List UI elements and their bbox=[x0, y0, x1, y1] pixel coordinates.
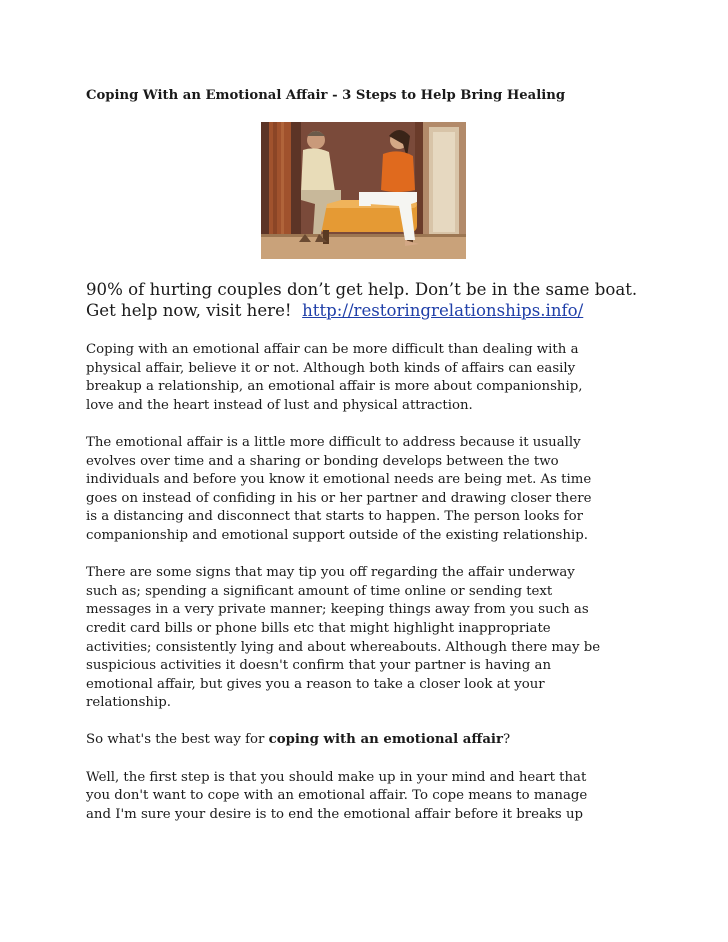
paragraph-5-line: and I'm sure your desire is to end the emotional affair before it breaks up bbox=[86, 806, 584, 822]
restoring-relationships-link[interactable]: http://restoringrelationships.info/ bbox=[302, 301, 584, 320]
lead-line-1: 90% of hurting couples don’t get help. Don’t be in the same boat. bbox=[86, 280, 638, 299]
paragraph-3-line: activities; consistently lying and about whereabouts. Although there may be bbox=[86, 639, 601, 655]
document-title: Coping With an Emotional Affair - 3 Steps to Help Bring Healing bbox=[86, 88, 566, 103]
lead-line-2-prefix: Get help now, visit here! bbox=[86, 301, 303, 320]
paragraph-2-line: evolves over time and a sharing or bonding develops between the two bbox=[86, 453, 559, 469]
paragraph-4-prefix: So what's the best way for bbox=[86, 732, 269, 748]
paragraph-3 bbox=[86, 564, 686, 713]
paragraph-2-line: is a distancing and disconnect that starts to happen. The person looks for bbox=[86, 509, 583, 525]
paragraph-2-line: individuals and before you know it emotional needs are being met. As time bbox=[86, 472, 592, 488]
paragraph-1-line: Coping with an emotional affair can be more difficult than dealing with a bbox=[86, 342, 579, 357]
paragraph-3-line: such as; spending a significant amount of time online or sending text bbox=[86, 583, 553, 599]
paragraph-3-line: suspicious activities it doesn't confirm that your partner is having an bbox=[86, 658, 552, 674]
paragraph-3-line: relationship. bbox=[86, 695, 171, 711]
paragraph-3-line: emotional affair, but gives you a reason to take a closer look at your bbox=[86, 676, 545, 692]
paragraph-1-line: breakup a relationship, an emotional affair is more about companionship, bbox=[86, 379, 583, 395]
paragraph-3-line: There are some signs that may tip you off regarding the affair underway bbox=[86, 565, 575, 581]
paragraph-2 bbox=[86, 434, 686, 546]
lead-callout bbox=[86, 279, 686, 321]
paragraph-5 bbox=[86, 769, 686, 825]
paragraph-4-bold-phrase: coping with an emotional affair bbox=[268, 732, 503, 748]
paragraph-4 bbox=[86, 731, 686, 750]
paragraph-1-line: physical affair, believe it or not. Although both kinds of affairs can easily bbox=[86, 360, 576, 376]
lead-line-2 bbox=[86, 300, 686, 321]
paragraph-1-line: love and the heart instead of lust and physical attraction. bbox=[86, 397, 473, 413]
paragraph-3-line: credit card bills or phone bills etc that might highlight inappropriate bbox=[86, 620, 551, 636]
couple-photo bbox=[261, 122, 466, 259]
paragraph-3-line: messages in a very private manner; keeping things away from you such as bbox=[86, 602, 589, 618]
paragraph-4-suffix: ? bbox=[503, 732, 511, 748]
paragraph-2-line: goes on instead of confiding in his or her partner and drawing closer there bbox=[86, 490, 592, 506]
paragraph-1 bbox=[86, 341, 686, 415]
paragraph-5-line: Well, the first step is that you should make up in your mind and heart that bbox=[86, 769, 587, 785]
paragraph-2-line: companionship and emotional support outside of the existing relationship. bbox=[86, 527, 588, 543]
couple-photo-illustration bbox=[261, 122, 466, 259]
article-body bbox=[86, 341, 686, 843]
paragraph-5-line: you don't want to cope with an emotional affair. To cope means to manage bbox=[86, 788, 588, 804]
paragraph-4-line bbox=[86, 731, 686, 750]
paragraph-2-line: The emotional affair is a little more difficult to address because it usually bbox=[86, 434, 581, 450]
